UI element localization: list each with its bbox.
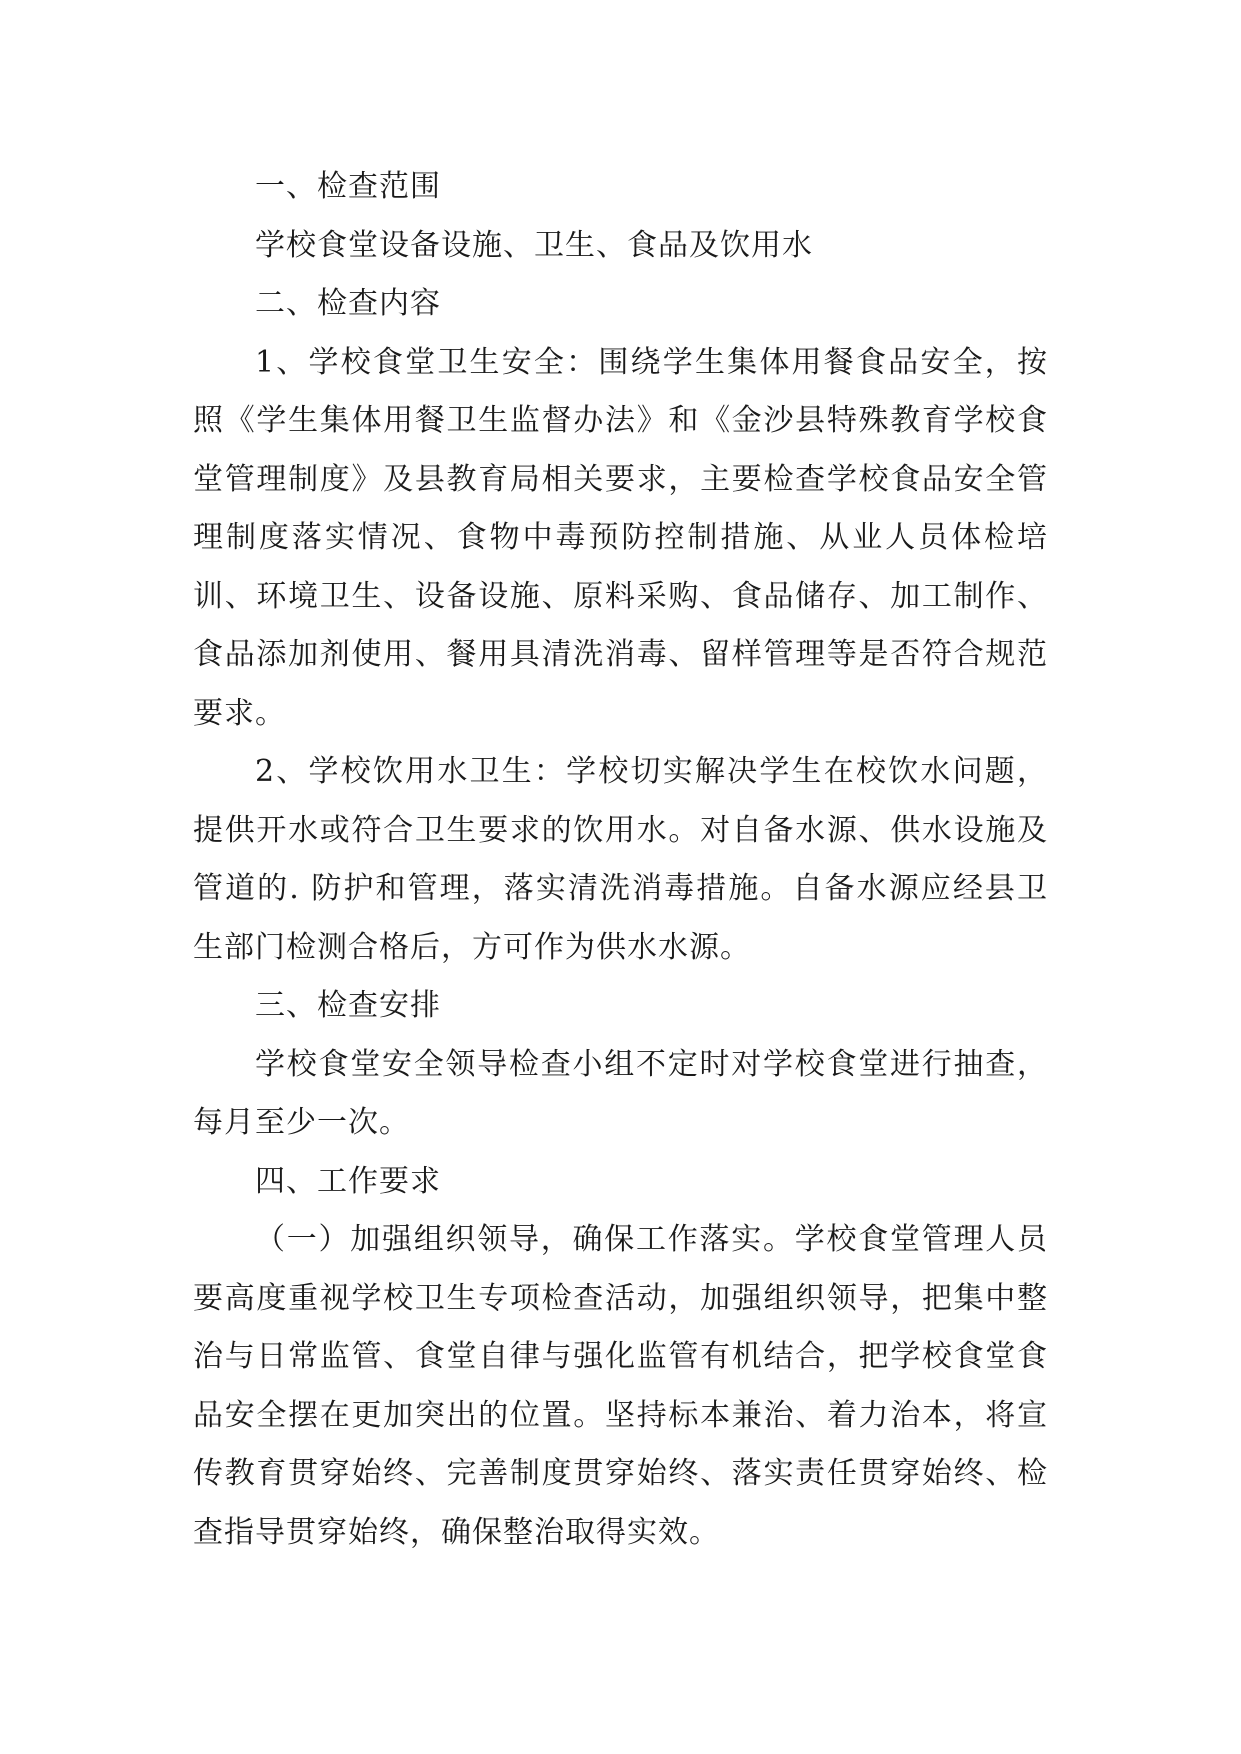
content-item-drinking-water: 2、学校饮用水卫生：学校切实解决学生在校饮水问题，提供开水或符合卫生要求的饮用水。对自备水源、供水设施及管道的. 防护和管理，落实清洗消毒措施。自备水源应经县卫生部门检测合格后，方可作为供水水源。 [193,754,1048,965]
requirement-item-leadership: （一）加强组织领导，确保工作落实。学校食堂管理人员要高度重视学校卫生专项检查活动，加强组织领导，把集中整治与日常监管、食堂自律与强化监管有机结合，把学校食堂食品安全摆在更加突出的位置。坚持标本兼治、着力治本，将宣传教育贯穿始终、完善制度贯穿始终、落实责任贯穿始终、检查指导贯穿始终，确保整治取得实效。 [193,1222,1048,1550]
section-heading-arrangement: 三、检查安排 [255,988,441,1023]
section-heading-requirements: 四、工作要求 [255,1163,441,1199]
section-heading-content: 二、检查内容 [255,286,441,321]
content-item-canteen-hygiene: 1、学校食堂卫生安全：围绕学生集体用餐食品安全，按照《学生集体用餐卫生监督办法》和《金沙县特殊教育学校食堂管理制度》及县教育局相关要求，主要检查学校食品安全管理制度落实情况、食物中毒预防控制措施、从业人员体检培训、环境卫生、设备设施、原料采购、食品储存、加工制作、食品添加剂使用、餐用具清洗消毒、留样管理等是否符合规范要求。 [193,344,1048,731]
document-body [193,158,1048,1562]
arrangement-text: 学校食堂安全领导检查小组不定时对学校食堂进行抽查，每月至少一次。 [193,1046,1048,1140]
section-heading-scope: 一、检查范围 [255,169,441,204]
scope-text: 学校食堂设备设施、卫生、食品及饮用水 [255,227,813,263]
